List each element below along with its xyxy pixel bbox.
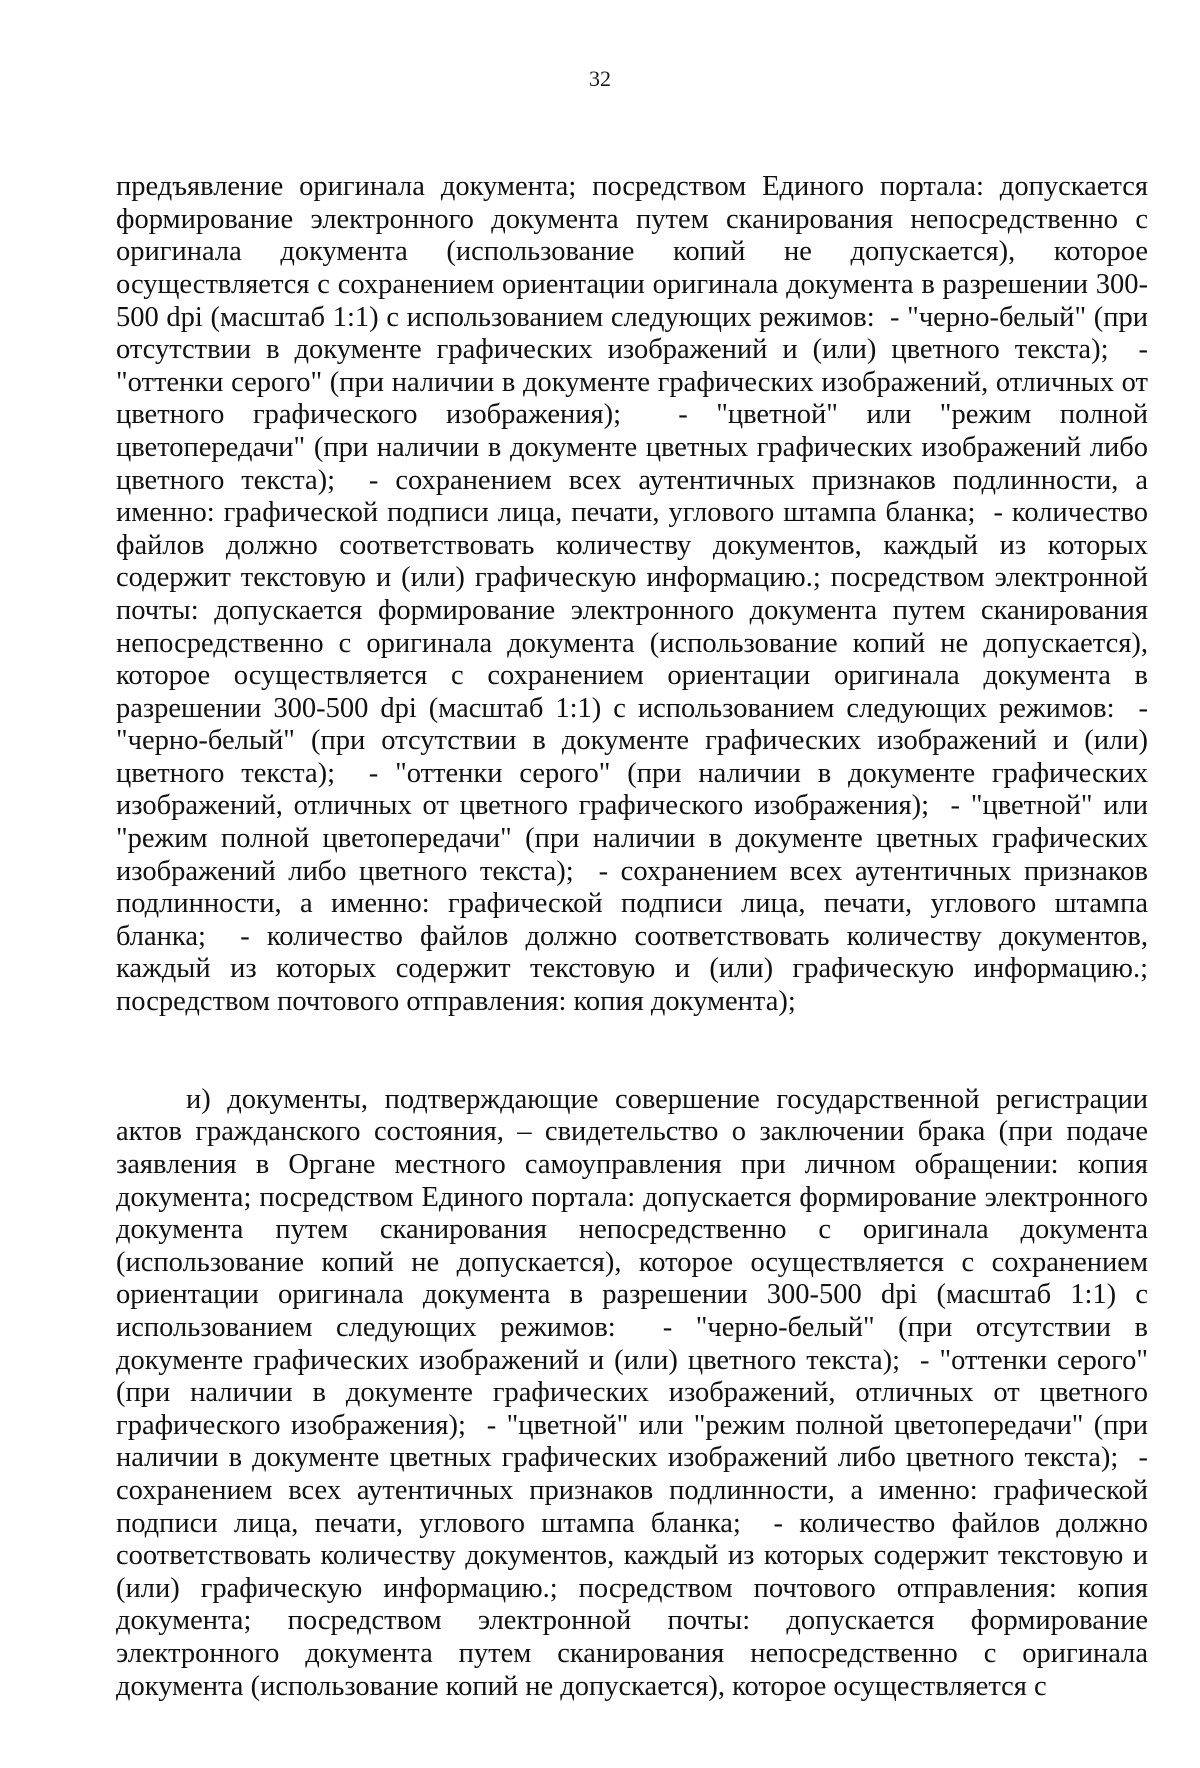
paragraph-continuation: предъявление оригинала документа; посредством Единого портала: допускается формирование электронного документа путем сканирования непосредственно с оригинала документа (использование копий не допускается), которое осуществляется с сохранением ориентации оригинала документа в разрешении 300-500 dpi (масштаб 1:1) с использованием следующих режимов: - "черно-белый" (при отсутствии в документе графических изображений и (или) цветного текста); - "оттенки серого" (при наличии в документе графических изображений, отличных от цветного графического изображения); - "цветной" или "режим полной цветопередачи" (при наличии в документе цветных графических изображений либо цветного текста); - сохранением всех аутентичных признаков подлинности, а именно: графической подписи лица, печати, углового штампа бланка; - количество файлов должно соответствовать количеству документов, каждый из которых содержит текстовую и (или) графическую информацию.; посредством электронной почты: допускается формирование электронного документа путем сканирования непосредственно с оригинала документа (использование копий не допускается), которое осуществляется с сохранением ориентации оригинала документа в разрешении 300-500 dpi (масштаб 1:1) с использованием следующих режимов: - "черно-белый" (при отсутствии в документе графических изображений и (или) цветного текста); - "оттенки серого" (при наличии в документе графических изображений, отличных от цветного графического изображения); - "цветной" или "режим полной цветопередачи" (при наличии в документе цветных графических изображений либо цветного текста); - сохранением всех аутентичных признаков подлинности, а именно: графической подписи лица, печати, углового штампа бланка; - количество файлов должно соответствовать количеству документов, каждый из которых содержит текстовую и (или) графическую информацию.; посредством почтового отправления: копия документа); <box>116 171 1156 1018</box>
paragraph-item-i: и) документы, подтверждающие совершение государственной регистрации актов гражданского состояния, – свидетельство о заключении брака (при подаче заявления в Органе местного самоуправления при личном обращении: копия документа; посредством Единого портала: допускается формирование электронного документа путем сканирования непосредственно с оригинала документа (использование копий не допускается), которое осуществляется с сохранением ориентации оригинала документа в разрешении 300-500 dpi (масштаб 1:1) с использованием следующих режимов: - "черно-белый" (при отсутствии в документе графических изображений и (или) цветного текста); - "оттенки серого" (при наличии в документе графических изображений, отличных от цветного графического изображения); - "цветной" или "режим полной цветопередачи" (при наличии в документе цветных графических изображений либо цветного текста); - сохранением всех аутентичных признаков подлинности, а именно: графической подписи лица, печати, углового штампа бланка; - количество файлов должно соответствовать количеству документов, каждый из которых содержит текстовую и (или) графическую информацию.; посредством почтового отправления: копия документа; посредством электронной почты: допускается формирование электронного документа путем сканирования непосредственно с оригинала документа (использование копий не допускается), которое осуществляется с <box>116 1083 1156 1702</box>
page-number: 32 <box>589 66 611 91</box>
document-body <box>116 106 1156 1768</box>
